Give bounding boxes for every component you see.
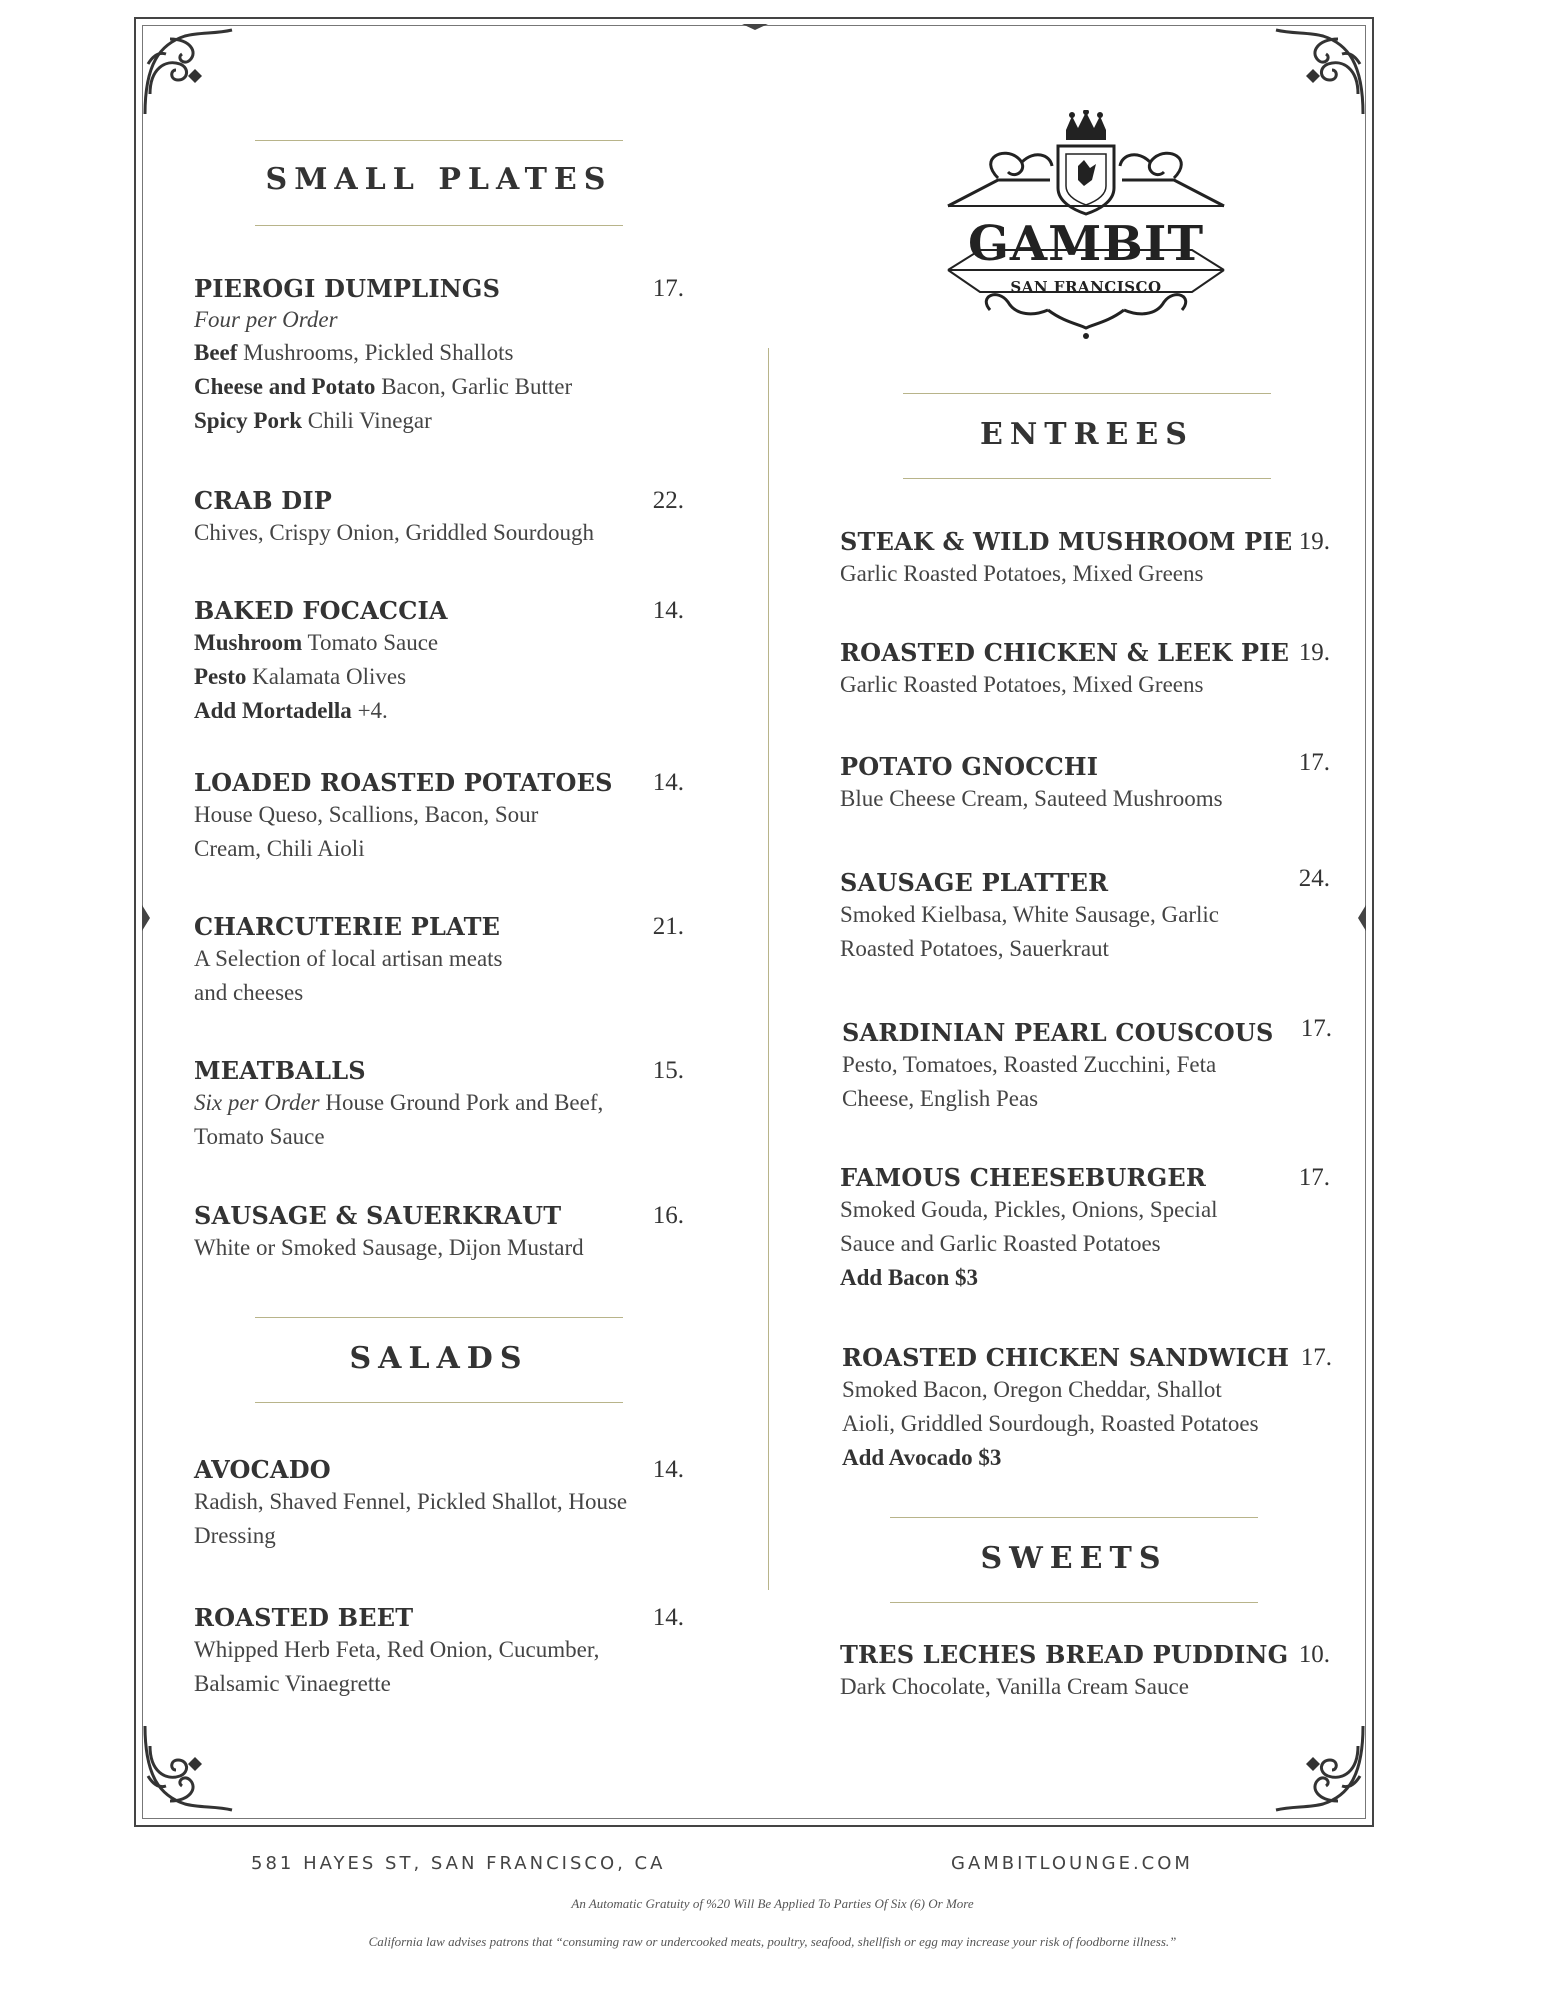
item-line: A Selection of local artisan meats: [194, 946, 503, 971]
item-price: 17.: [652, 275, 684, 302]
menu-item-crab-dip: [194, 486, 684, 550]
item-price: 21.: [652, 913, 684, 940]
brand-city: SAN FRANCISCO: [1010, 278, 1162, 296]
item-line: Add Bacon $3: [840, 1265, 979, 1290]
item-line: Blue Cheese Cream, Sauteed Mushrooms: [840, 786, 1223, 811]
item-line: Radish, Shaved Fennel, Pickled Shallot, House: [194, 1489, 628, 1514]
item-price: 19.: [1298, 639, 1330, 666]
section-title: SALADS: [349, 1341, 529, 1376]
corner-ornament-bottom-left: [140, 1716, 240, 1816]
rule-top: [255, 1317, 623, 1318]
item-price: 10.: [1298, 1641, 1330, 1668]
item-line: Beef Mushrooms, Pickled Shallots: [194, 340, 514, 365]
item-line: Smoked Gouda, Pickles, Onions, Special: [840, 1197, 1218, 1222]
section-title: SMALL PLATES: [265, 162, 613, 197]
item-name: BAKED FOCACCIA: [194, 596, 448, 625]
menu-item-charcuterie-plate: [194, 912, 684, 1010]
item-name: STEAK & WILD MUSHROOM PIE: [840, 527, 1293, 556]
item-price: 17.: [1300, 1344, 1332, 1371]
column-divider: [768, 348, 769, 1590]
menu-item-sardinian-pearl-couscous: [842, 1015, 1332, 1116]
item-line: White or Smoked Sausage, Dijon Mustard: [194, 1235, 584, 1260]
item-name: POTATO GNOCCHI: [840, 752, 1099, 781]
item-line: Mushroom Tomato Sauce: [194, 630, 439, 655]
side-tick-left: [140, 905, 152, 931]
section-title: SWEETS: [980, 1541, 1168, 1576]
item-line: Roasted Potatoes, Sauerkraut: [840, 936, 1109, 961]
item-line: Sauce and Garlic Roasted Potatoes: [840, 1231, 1161, 1256]
menu-item-avocado: [194, 1455, 684, 1553]
item-name: CHARCUTERIE PLATE: [194, 912, 501, 941]
section-entrees-header: [903, 391, 1271, 481]
item-name: TRES LECHES BREAD PUDDING: [840, 1640, 1289, 1669]
item-line: Add Avocado $3: [842, 1445, 1002, 1470]
footer-address: 581 HAYES ST, SAN FRANCISCO, CA: [251, 1853, 666, 1874]
footer-health-warning: California law advises patrons that “consuming raw or undercooked meats, poultry, seafood, shellfish or egg may increase your risk of foodborne illness.”: [368, 1934, 1177, 1949]
item-line: and cheeses: [194, 980, 304, 1005]
item-line: Cream, Chili Aioli: [194, 836, 365, 861]
item-name: FAMOUS CHEESEBURGER: [840, 1163, 1207, 1192]
brand-name: GAMBIT: [967, 216, 1205, 272]
item-line: House Queso, Scallions, Bacon, Sour: [194, 802, 539, 827]
item-line: Dark Chocolate, Vanilla Cream Sauce: [840, 1674, 1189, 1699]
item-line: Aioli, Griddled Sourdough, Roasted Potatoes: [842, 1411, 1259, 1436]
item-line: Pesto Kalamata Olives: [194, 664, 407, 689]
item-name: ROASTED BEET: [194, 1603, 414, 1632]
item-name: CRAB DIP: [194, 486, 332, 515]
item-name: ROASTED CHICKEN & LEEK PIE: [840, 638, 1290, 667]
item-name: SAUSAGE & SAUERKRAUT: [194, 1201, 562, 1230]
item-price: 14.: [652, 1456, 684, 1483]
section-title: ENTREES: [980, 417, 1194, 452]
menu-item-roasted-chicken-leek-pie: [840, 638, 1330, 702]
item-price: 15.: [652, 1057, 684, 1084]
side-tick-right: [1356, 905, 1368, 931]
item-name: SARDINIAN PEARL COUSCOUS: [842, 1018, 1274, 1047]
menu-item-tres-leches-bread-pudding: [840, 1640, 1330, 1704]
section-salads-header: [255, 1315, 623, 1405]
menu-item-potato-gnocchi: [840, 749, 1330, 816]
menu-item-pierogi-dumplings: [194, 274, 684, 438]
item-price: 17.: [1298, 749, 1330, 776]
item-price: 17.: [1300, 1015, 1332, 1042]
menu-item-sausage-platter: [840, 865, 1330, 966]
section-sweets-header: [890, 1515, 1258, 1605]
section-small-plates-header: [255, 138, 623, 228]
item-price: 14.: [652, 1604, 684, 1631]
rule-bottom: [890, 1602, 1258, 1603]
item-note: Four per Order: [194, 307, 338, 332]
rule-top: [255, 140, 623, 141]
rule-top: [903, 393, 1271, 394]
item-line: Smoked Kielbasa, White Sausage, Garlic: [840, 902, 1219, 927]
gambit-logo: [938, 110, 1234, 360]
item-line: Whipped Herb Feta, Red Onion, Cucumber,: [194, 1637, 600, 1662]
item-price: 14.: [652, 769, 684, 796]
item-name: PIEROGI DUMPLINGS: [194, 274, 501, 303]
item-line: Cheese and Potato Bacon, Garlic Butter: [194, 374, 573, 399]
item-line: Chives, Crispy Onion, Griddled Sourdough: [194, 520, 594, 545]
item-line: Pesto, Tomatoes, Roasted Zucchini, Feta: [842, 1052, 1217, 1077]
item-price: 24.: [1298, 865, 1330, 892]
item-line: Spicy Pork Chili Vinegar: [194, 408, 432, 433]
menu-item-steak-wild-mushroom-pie: [840, 527, 1330, 591]
item-name: MEATBALLS: [194, 1056, 366, 1085]
item-name: LOADED ROASTED POTATOES: [194, 768, 613, 797]
corner-ornament-bottom-right: [1268, 1716, 1368, 1816]
menu-item-roasted-beet: [194, 1603, 684, 1701]
item-line: Six per Order House Ground Pork and Beef,: [194, 1090, 604, 1115]
item-price: 14.: [652, 597, 684, 624]
item-price: 22.: [652, 487, 684, 514]
item-line: Tomato Sauce: [194, 1124, 325, 1149]
corner-ornament-top-right: [1268, 24, 1368, 124]
item-line: Cheese, English Peas: [842, 1086, 1039, 1111]
item-line: Dressing: [194, 1523, 276, 1548]
menu-item-famous-cheeseburger: [840, 1163, 1330, 1295]
item-line: Smoked Bacon, Oregon Cheddar, Shallot: [842, 1377, 1222, 1402]
menu-item-roasted-chicken-sandwich: [842, 1343, 1332, 1475]
item-line: Garlic Roasted Potatoes, Mixed Greens: [840, 561, 1204, 586]
item-price: 19.: [1298, 528, 1330, 555]
rule-bottom: [255, 1402, 623, 1403]
item-price: 17.: [1298, 1164, 1330, 1191]
menu-item-baked-focaccia: [194, 596, 684, 728]
item-line: Add Mortadella +4.: [194, 698, 388, 723]
item-name: AVOCADO: [194, 1455, 331, 1484]
menu-item-loaded-roasted-potatoes: [194, 768, 684, 866]
rule-bottom: [255, 225, 623, 226]
menu-item-meatballs: [194, 1056, 684, 1154]
top-tick: [742, 22, 768, 32]
item-line: Garlic Roasted Potatoes, Mixed Greens: [840, 672, 1204, 697]
item-price: 16.: [652, 1202, 684, 1229]
item-name: ROASTED CHICKEN SANDWICH: [842, 1343, 1290, 1372]
item-name: SAUSAGE PLATTER: [840, 868, 1109, 897]
corner-ornament-top-left: [140, 24, 240, 124]
footer-website[interactable]: GAMBITLOUNGE.COM: [951, 1853, 1193, 1874]
rule-top: [890, 1517, 1258, 1518]
menu-item-sausage-sauerkraut: [194, 1201, 684, 1265]
footer-gratuity-note: An Automatic Gratuity of %20 Will Be Applied To Parties Of Six (6) Or More: [571, 1896, 974, 1911]
item-line: Balsamic Vinaegrette: [194, 1671, 391, 1696]
rule-bottom: [903, 478, 1271, 479]
